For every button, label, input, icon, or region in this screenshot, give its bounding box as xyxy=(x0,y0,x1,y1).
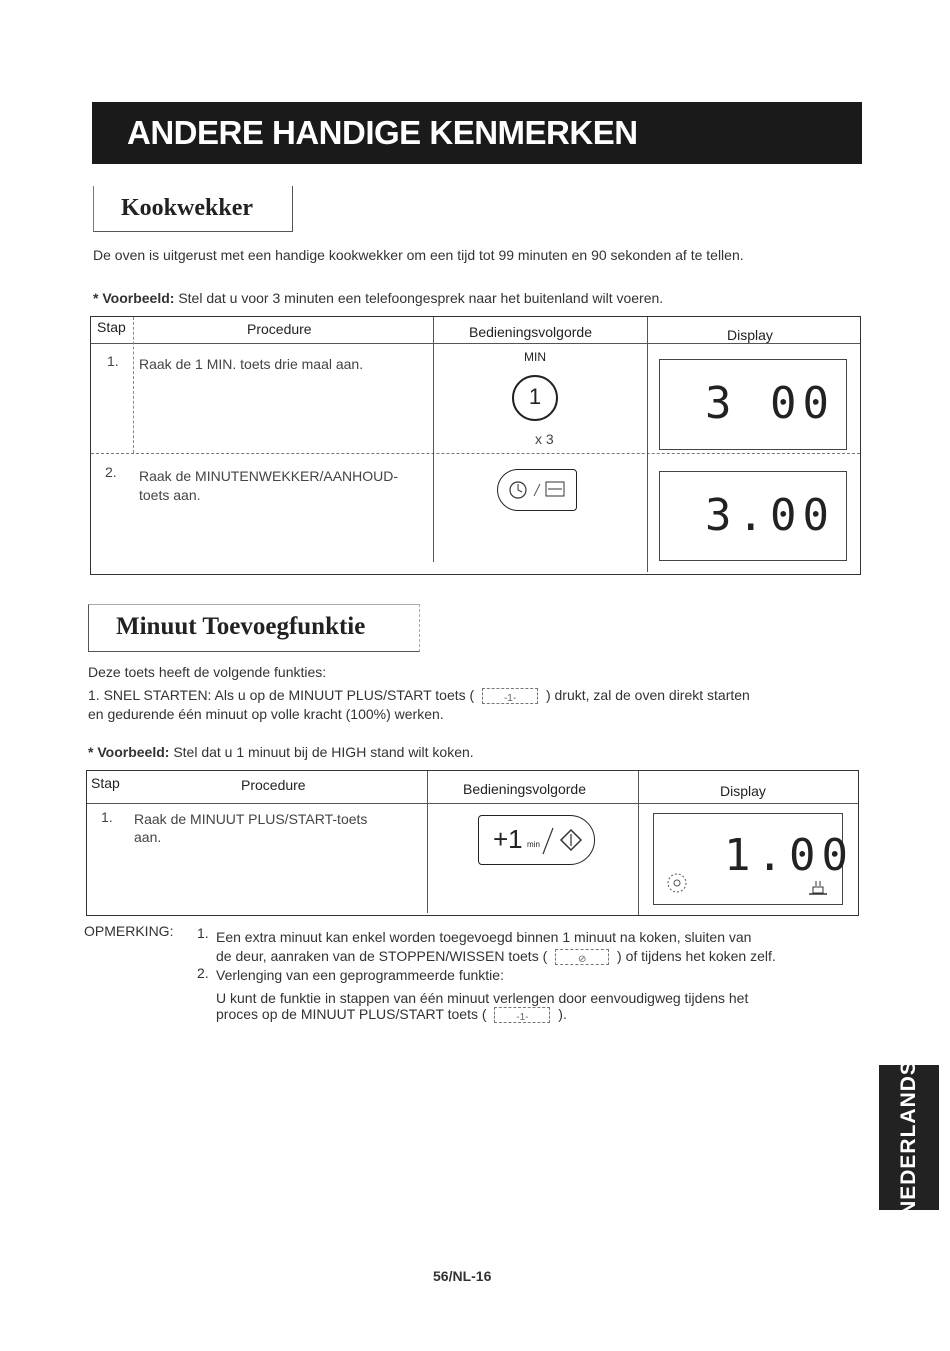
row1-display-panel xyxy=(659,359,847,450)
row2-procedure-line2: toets aan. xyxy=(139,487,201,503)
row2-step-number: 2. xyxy=(105,464,117,480)
row1-display-value-2: 1.00 xyxy=(724,830,854,881)
example-label-2: * Voorbeeld: xyxy=(88,744,170,760)
turntable-icon xyxy=(662,870,692,896)
start-icon xyxy=(541,820,591,860)
col-header-stap-2: Stap xyxy=(91,775,120,791)
section1-example xyxy=(93,289,663,308)
row1-procedure-line1-2: Raak de MINUUT PLUS/START-toets xyxy=(134,811,368,827)
section2-intro3: en gedurende één minuut op volle kracht (100%) werken. xyxy=(88,706,444,722)
minute-plus-key-icon-2: -1- xyxy=(494,1007,550,1023)
clock-icon xyxy=(498,470,576,510)
section-kookwekker-title: Kookwekker xyxy=(121,195,253,221)
note-label: OPMERKING: xyxy=(84,923,174,939)
col-header-stap: Stap xyxy=(97,319,126,335)
intro2-part-b: ) drukt, zal de oven direkt starten xyxy=(545,687,750,703)
example-text: Stel dat u voor 3 minuten een telefoongesprek naar het buitenland wilt voeren. xyxy=(178,290,664,306)
col-header-display: Display xyxy=(727,327,773,343)
timer-hold-key-icon xyxy=(497,469,577,511)
col-header-bediening-2: Bedieningsvolgorde xyxy=(463,781,586,797)
example-text-2: Stel dat u 1 minuut bij de HIGH stand wilt koken. xyxy=(173,744,474,760)
minute-plus-start-key xyxy=(478,815,595,865)
section2-intro1: Deze toets heeft de volgende funkties: xyxy=(88,664,327,680)
note2-line2: U kunt de funktie in stappen van één minuut verlengen door eenvoudigweg tijdens het xyxy=(216,990,749,1006)
col-header-procedure-2: Procedure xyxy=(241,777,306,793)
section-minuut-title: Minuut Toevoegfunktie xyxy=(116,613,366,640)
intro2-part-a: 1. SNEL STARTEN: Als u op de MINUUT PLUS/START toets ( xyxy=(88,687,475,703)
row1-procedure: Raak de 1 MIN. toets drie maal aan. xyxy=(139,356,364,372)
minuut-table xyxy=(86,770,859,916)
note2-number: 2. xyxy=(197,965,209,981)
row1-step-number: 1. xyxy=(107,353,119,369)
min-key-label: MIN xyxy=(524,350,546,364)
page-number: 56/NL-16 xyxy=(433,1268,492,1284)
section2-intro2 xyxy=(88,686,750,705)
row1-repeat-count: x 3 xyxy=(535,431,554,447)
row1-procedure-line2-2: aan. xyxy=(134,829,162,845)
plus-one-label: +1 xyxy=(493,824,523,854)
row2-display-panel xyxy=(659,471,847,561)
section-kookwekker-title-box xyxy=(93,186,293,232)
note1-line1: Een extra minuut kan enkel worden toegevoegd binnen 1 minuut na koken, sluiten van xyxy=(216,929,752,945)
min-sub-label: min xyxy=(527,840,540,849)
row2-procedure-line1: Raak de MINUTENWEKKER/AANHOUD- xyxy=(139,468,399,484)
stop-clear-key-icon: ⊘ xyxy=(555,949,609,965)
section2-example xyxy=(88,743,474,762)
note1-line2-part-b: ) of tijdens het koken zelf. xyxy=(617,948,776,964)
minute-plus-key-icon: -1- xyxy=(482,688,538,704)
note2-line3 xyxy=(216,1005,567,1024)
kookwekker-table xyxy=(90,316,861,575)
page-banner-title: ANDERE HANDIGE KENMERKEN xyxy=(92,102,862,164)
language-side-tab xyxy=(879,1059,939,1216)
col-header-procedure: Procedure xyxy=(247,321,312,337)
power-level-icon xyxy=(806,878,830,898)
one-min-key-icon: 1 xyxy=(512,375,558,421)
section-minuut-title-box xyxy=(88,604,420,652)
col-header-bediening: Bedieningsvolgorde xyxy=(469,324,592,340)
row1-step-number-2: 1. xyxy=(101,809,113,825)
row1-display-value: 3 00 xyxy=(705,378,835,429)
note2-line1: Verlenging van een geprogrammeerde funktie: xyxy=(216,967,504,983)
row2-display-value: 3.00 xyxy=(705,490,835,541)
section1-intro: De oven is uitgerust met een handige kookwekker om een tijd tot 99 minuten en 90 sekonden af te tellen. xyxy=(93,247,744,263)
note1-number: 1. xyxy=(197,925,209,941)
note1-line2-part-a: de deur, aanraken van de STOPPEN/WISSEN toets ( xyxy=(216,948,548,964)
col-header-display-2: Display xyxy=(720,783,766,799)
note2-line3-part-a: proces op de MINUUT PLUS/START toets ( xyxy=(216,1006,487,1022)
example-label: * Voorbeeld: xyxy=(93,290,175,306)
row1-display-panel-2 xyxy=(653,813,854,905)
language-side-tab-label: NEDERLANDS xyxy=(897,1059,920,1216)
note2-line3-part-b: ). xyxy=(558,1006,567,1022)
note1-line2 xyxy=(216,947,776,966)
